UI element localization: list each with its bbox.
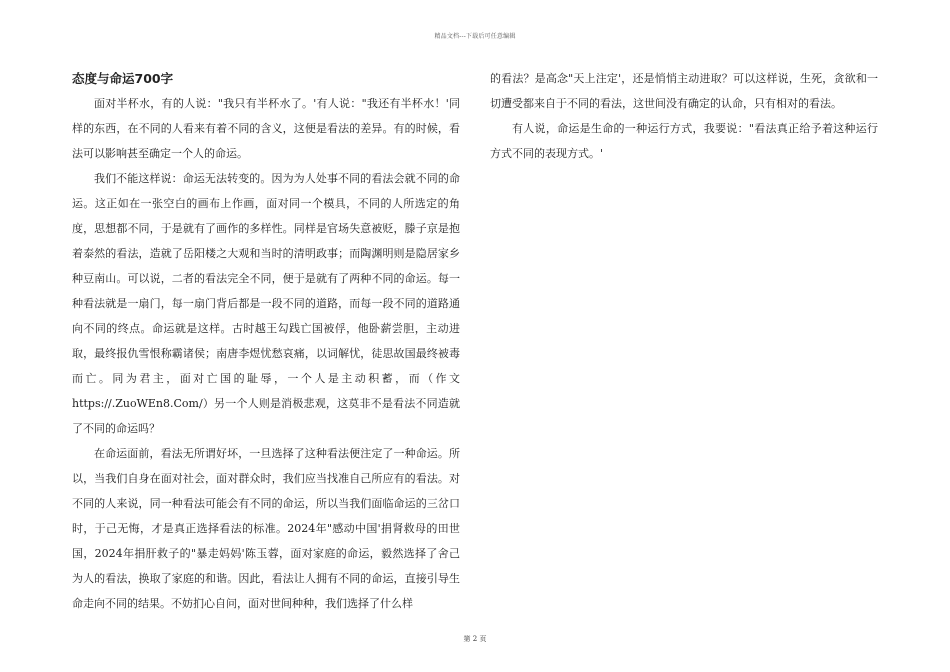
page-number: 第 2 页	[463, 635, 487, 643]
paragraph-2: 我们不能这样说：命运无法转变的。因为为人处事不同的看法会就不同的命运。这正如在一张空白的画布上作画，面对同一个模具，不同的人所选定的角度，思想都不同，于是就有了画作的多样性。同样是官场失意被贬，滕子京是抱着泰然的看法，造就了岳阳楼之大观和当时的清明政事；而陶渊明则是隐居家乡种豆南山。可以说，二者的看法完全不同，便于是就有了两种不同的命运。每一种看法就是一扇门，每一扇门背后都是一段不同的道路，而每一段不同的道路通向不同的终点。命运就是这样。古时越王勾践亡国被俘，他卧薪尝胆，主动进取，最终报仇雪恨称霸诸侯；南唐李煜忧愁哀痛，以词解忧，徒思故国最终被毒而亡。同为君主，面对亡国的耻辱，一个人是主动积蓄，而（作文https://.ZuoWEn8.Com/）另一个人则是消极悲观，这莫非不是看法不同造就了不同的命运吗？	[72, 172, 460, 435]
right-column	[490, 66, 878, 166]
article-title: 态度与命运700字	[72, 71, 174, 86]
paragraph-3-continuation: 的看法？是高念"天上注定'，还是悄悄主动进取？可以这样说，生死，贪欲和一切遭受都来自于不同的看法，这世间没有确定的认命，只有相对的看法。	[490, 72, 878, 110]
page-header: 精品文档---下载后可任意编辑	[434, 33, 516, 40]
paragraph-4: 有人说，命运是生命的一种运行方式，我要说："看法真正给予着这种运行方式不同的表现方式。'	[490, 122, 878, 160]
paragraph-3: 在命运面前，看法无所谓好坏，一旦选择了这种看法便注定了一种命运。所以，当我们自身在面对社会，面对群众时，我们应当找准自己所应有的看法。对不同的人来说，同一种看法可能会有不同的命运，所以当我们面临命运的三岔口时，于己无悔，才是真正选择看法的标准。2024年"感动中国'捐肾救母的田世国，2024年捐肝救子的"暴走妈妈'陈玉蓉，面对家庭的命运，毅然选择了舍己为人的看法，换取了家庭的和谐。因此，看法让人拥有不同的命运，直接引导生命走向不同的结果。不妨扪心自问，面对世间种种，我们选择了什么样	[72, 447, 460, 610]
paragraph-1: 面对半杯水，有的人说："我只有半杯水了。'有人说："我还有半杯水！'同样的东西，在不同的人看来有着不同的含义，这便是看法的差异。有的时候，看法可以影响甚至确定一个人的命运。	[72, 97, 460, 160]
left-column	[72, 66, 460, 616]
